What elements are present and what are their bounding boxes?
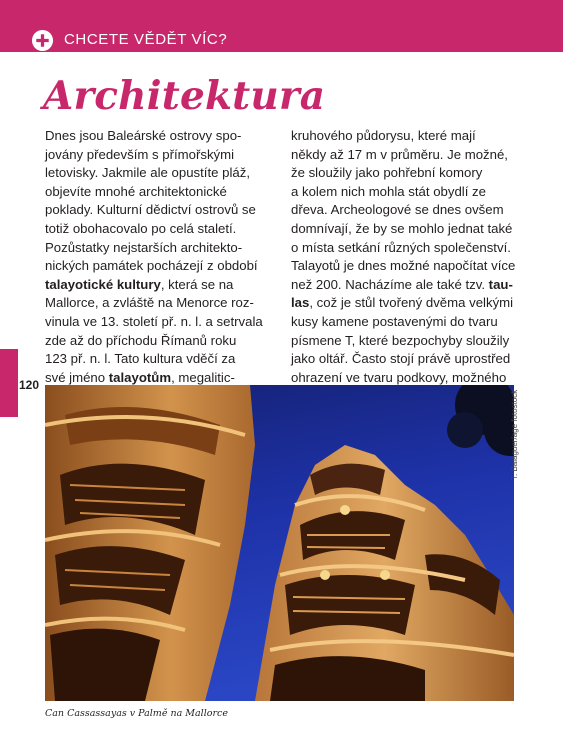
text-fragment: své jméno bbox=[45, 369, 109, 385]
page-number: 120 bbox=[19, 378, 40, 392]
text-line: že sloužily jako pohřební komory bbox=[291, 165, 483, 181]
text-line: Dnes jsou Baleárské ostrovy spo- bbox=[45, 128, 242, 143]
text-line bbox=[45, 276, 263, 295]
plus-circle-icon bbox=[31, 29, 54, 52]
text-line: o místa setkání různých společenství. bbox=[291, 239, 511, 255]
text-fragment: než 200. Nacházíme ale také tzv. bbox=[291, 276, 489, 292]
text-line: někdy až 17 m v průměru. Je možné, bbox=[291, 146, 508, 162]
text-line: Pozůstatky nejstarších architekto- bbox=[45, 239, 243, 255]
text-line: ohrazení ve tvaru podkovy, možného bbox=[291, 369, 507, 385]
page-title: Architektura bbox=[43, 73, 326, 119]
text-fragment: , což je stůl tvořený dvěma velkými bbox=[309, 295, 514, 311]
text-line bbox=[291, 294, 515, 313]
text-line: vinula ve 13. století př. n. l. a setrvala bbox=[45, 313, 263, 329]
text-line: domnívají, že by se mohlo jednat také bbox=[291, 220, 513, 236]
text-line: kusy kamene postavenými do tvaru bbox=[291, 313, 498, 329]
text-line bbox=[291, 276, 515, 295]
body-text-left-column bbox=[45, 127, 263, 406]
text-line: Talayotů je dnes možné napočítat více bbox=[291, 258, 516, 274]
text-line: letovisky. Jakmile ale opustíte pláž, bbox=[45, 165, 250, 181]
text-line: jovány především s přímořskými bbox=[45, 146, 235, 162]
text-line: kruhového půdorysu, které mají bbox=[291, 128, 476, 143]
text-line: poklady. Kulturní dědictví ostrovů se bbox=[45, 202, 256, 218]
text-line: písmene T, které bezpochyby sloužily bbox=[291, 332, 510, 348]
text-line: a kolem nich mohla stát obydlí ze bbox=[291, 183, 486, 199]
photo-caption: Can Cassassayas v Palmě na Mallorce bbox=[45, 708, 228, 719]
photo-credit: T. Balaguer/age fotostock bbox=[510, 389, 519, 480]
text-line: dřeva. Archeologové se dnes ovšem bbox=[291, 202, 504, 218]
bold-term-taulas-start: tau- bbox=[488, 276, 513, 292]
text-line: objevíte mnohé architektonické bbox=[45, 183, 227, 199]
text-line: zde až do příchodu Římanů roku bbox=[45, 332, 237, 348]
bold-term-talayotic-culture: talayotické kultury bbox=[45, 276, 161, 292]
text-line: 123 př. n. l. Tato kultura vděčí za bbox=[45, 351, 236, 367]
architecture-photo bbox=[45, 385, 514, 701]
text-fragment: , která se na bbox=[160, 276, 234, 292]
bold-term-taulas-end: las bbox=[291, 295, 310, 311]
bold-term-talayots: talayotům bbox=[108, 369, 172, 385]
body-text-right-column bbox=[291, 127, 515, 406]
text-line: nických památek pocházejí z období bbox=[45, 258, 258, 274]
section-header-label: CHCETE VĚDĚT VÍC? bbox=[64, 31, 228, 48]
building-illustration bbox=[45, 385, 514, 701]
section-header-bar bbox=[0, 0, 563, 52]
text-line: jako oltář. Často stojí právě uprostřed bbox=[291, 351, 511, 367]
page-edge-tab bbox=[0, 349, 18, 417]
text-line: totiž obohacovalo po celá staletí. bbox=[45, 220, 237, 236]
text-fragment: , megalitic- bbox=[171, 369, 235, 385]
text-line: Mallorce, a zvláště na Menorce roz- bbox=[45, 295, 254, 311]
